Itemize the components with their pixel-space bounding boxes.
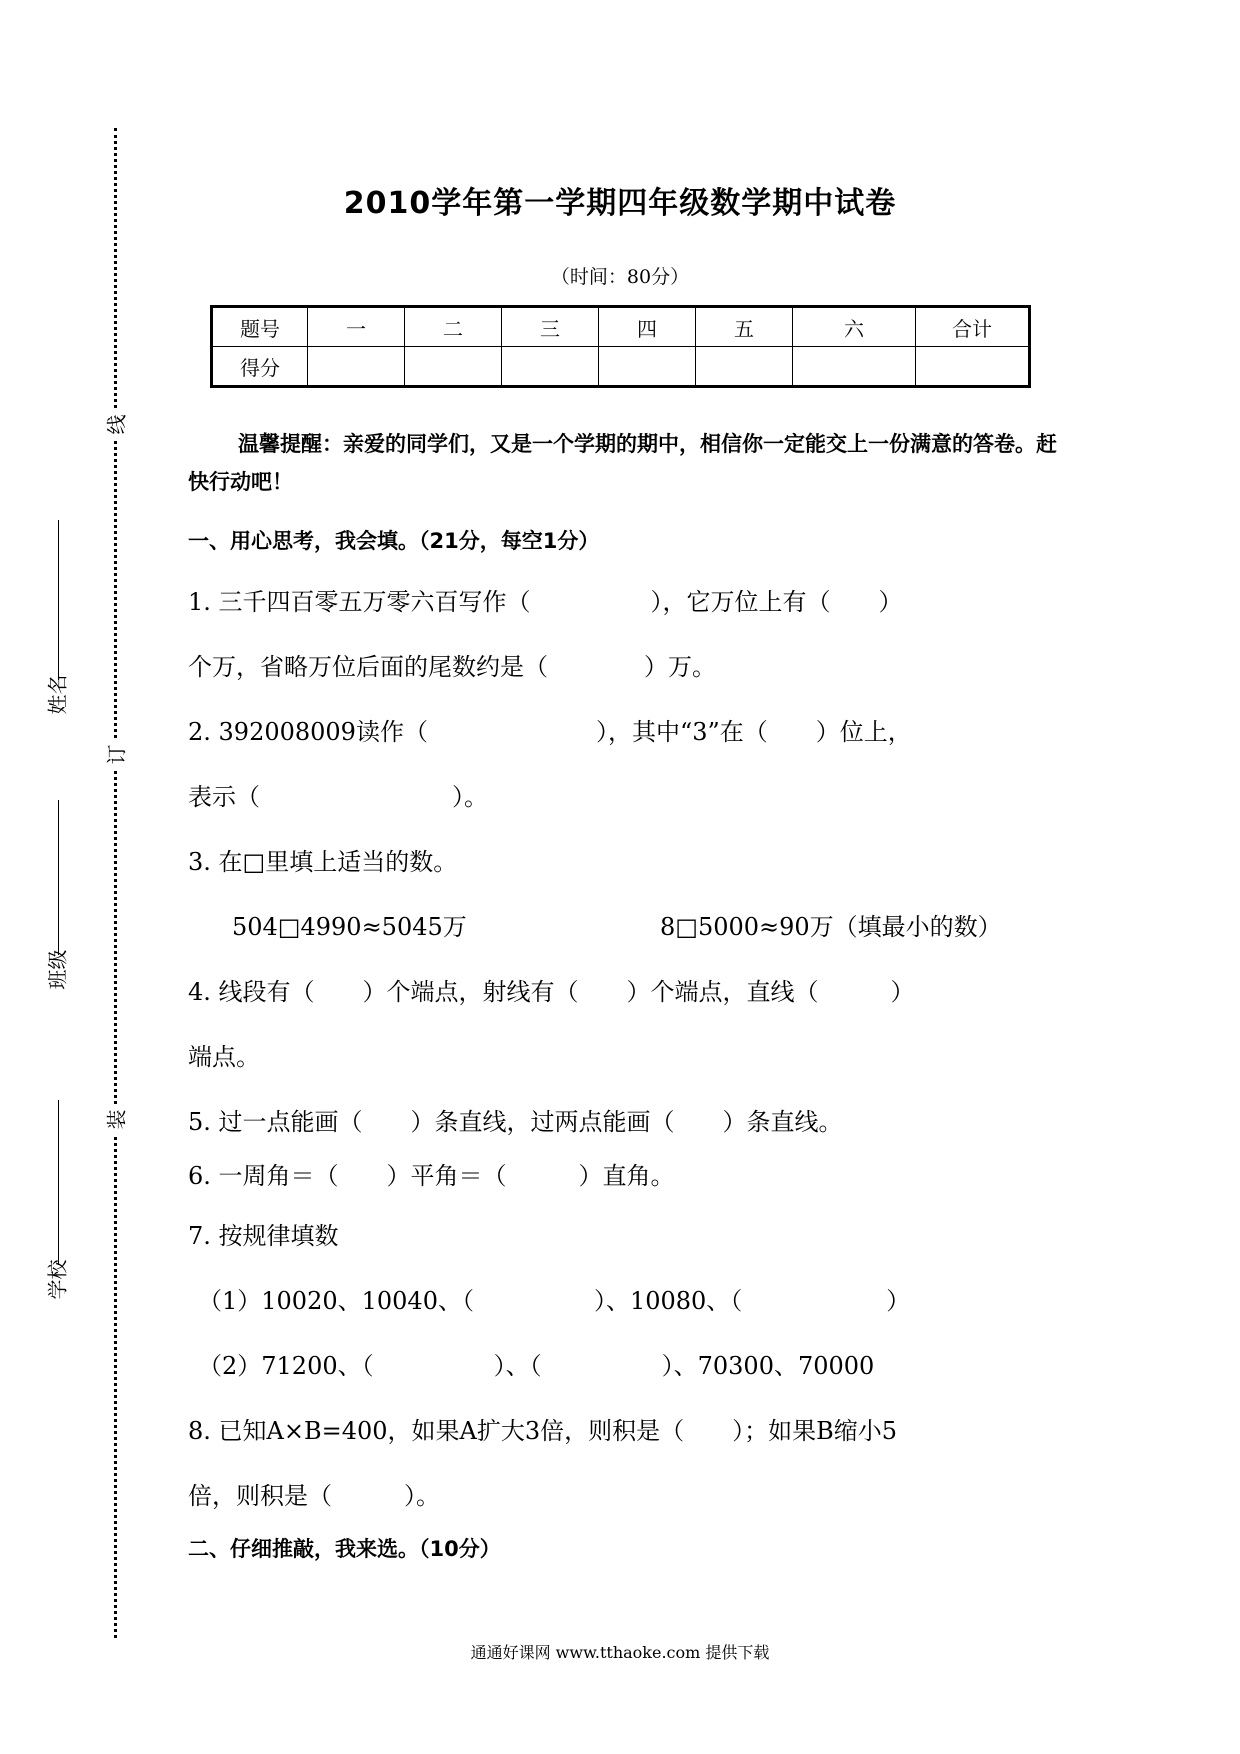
score-header-cell: 四 xyxy=(599,307,696,347)
score-header-cell: 一 xyxy=(308,307,405,347)
school-label: 学校 xyxy=(45,1259,70,1300)
score-header-cell: 二 xyxy=(405,307,502,347)
score-table xyxy=(210,305,1031,388)
question-7: 7. 按规律填数 xyxy=(188,1222,339,1250)
footer-source: 通通好课网 www.tthaoke.com 提供下载 xyxy=(470,1643,770,1662)
margin-word-bind: 订 xyxy=(101,740,130,770)
score-cell[interactable] xyxy=(405,347,502,387)
binding-dotted-line xyxy=(114,128,117,1638)
margin-word-staple: 装 xyxy=(101,1105,130,1135)
question-4-line-2: 端点。 xyxy=(188,1043,260,1071)
score-cell[interactable] xyxy=(502,347,599,387)
question-6: 6. 一周角＝（ ）平角＝（ ）直角。 xyxy=(188,1162,675,1190)
score-cell[interactable] xyxy=(599,347,696,387)
question-4-line-1: 4. 线段有（ ）个端点，射线有（ ）个端点，直线（ ） xyxy=(188,978,915,1006)
name-field-line[interactable] xyxy=(58,520,59,680)
score-header-cell: 五 xyxy=(696,307,793,347)
class-field-line[interactable] xyxy=(58,800,59,955)
class-label: 班级 xyxy=(45,949,70,990)
question-7-part-2: （2）71200、（ ）、（ ）、70300、70000 xyxy=(198,1352,875,1380)
score-cell[interactable] xyxy=(308,347,405,387)
question-3-part-a: 504□4990≈5045万 xyxy=(232,913,467,941)
score-cell[interactable] xyxy=(696,347,793,387)
score-cell[interactable] xyxy=(916,347,1030,387)
question-2-line-2: 表示（ ）。 xyxy=(188,783,488,811)
school-field-line[interactable] xyxy=(58,1100,59,1265)
name-label: 姓名 xyxy=(45,674,70,715)
section-1-heading: 一、用心思考，我会填。（21分，每空1分） xyxy=(188,529,600,553)
score-header-cell: 六 xyxy=(793,307,916,347)
score-header-cell: 三 xyxy=(502,307,599,347)
score-row-label: 得分 xyxy=(212,347,308,387)
exam-time: （时间：80分） xyxy=(550,266,690,288)
score-table-score-row xyxy=(212,347,1030,387)
section-2-heading: 二、仔细推敲，我来选。（10分） xyxy=(188,1537,501,1561)
question-2-line-1: 2. 392008009读作（ ），其中“3”在（ ）位上， xyxy=(188,718,912,746)
question-3-part-b: 8□5000≈90万（填最小的数） xyxy=(660,913,1002,941)
question-7-part-1: （1）10020、10040、（ ）、10080、（ ） xyxy=(198,1287,911,1315)
question-5: 5. 过一点能画（ ）条直线，过两点能画（ ）条直线。 xyxy=(188,1108,843,1136)
score-header-cell: 题号 xyxy=(212,307,308,347)
score-cell[interactable] xyxy=(793,347,916,387)
page-title: 2010学年第一学期四年级数学期中试卷 xyxy=(343,186,897,221)
notice-text: 温馨提醒：亲爱的同学们，又是一个学期的期中，相信你一定能交上一份满意的答卷。赶快行动吧！ xyxy=(188,432,1057,494)
question-1-line-1: 1. 三千四百零五万零六百写作（ ），它万位上有（ ） xyxy=(188,588,903,616)
score-header-cell: 合计 xyxy=(916,307,1030,347)
margin-word-line: 线 xyxy=(101,410,130,440)
question-8-line-1: 8. 已知A×B=400，如果A扩大3倍，则积是（ ）；如果B缩小5 xyxy=(188,1417,898,1445)
question-3: 3. 在□里填上适当的数。 xyxy=(188,848,458,876)
question-1-line-2: 个万，省略万位后面的尾数约是（ ）万。 xyxy=(188,653,716,681)
question-8-line-2: 倍，则积是（ ）。 xyxy=(188,1482,440,1510)
score-table-header-row xyxy=(212,307,1030,347)
